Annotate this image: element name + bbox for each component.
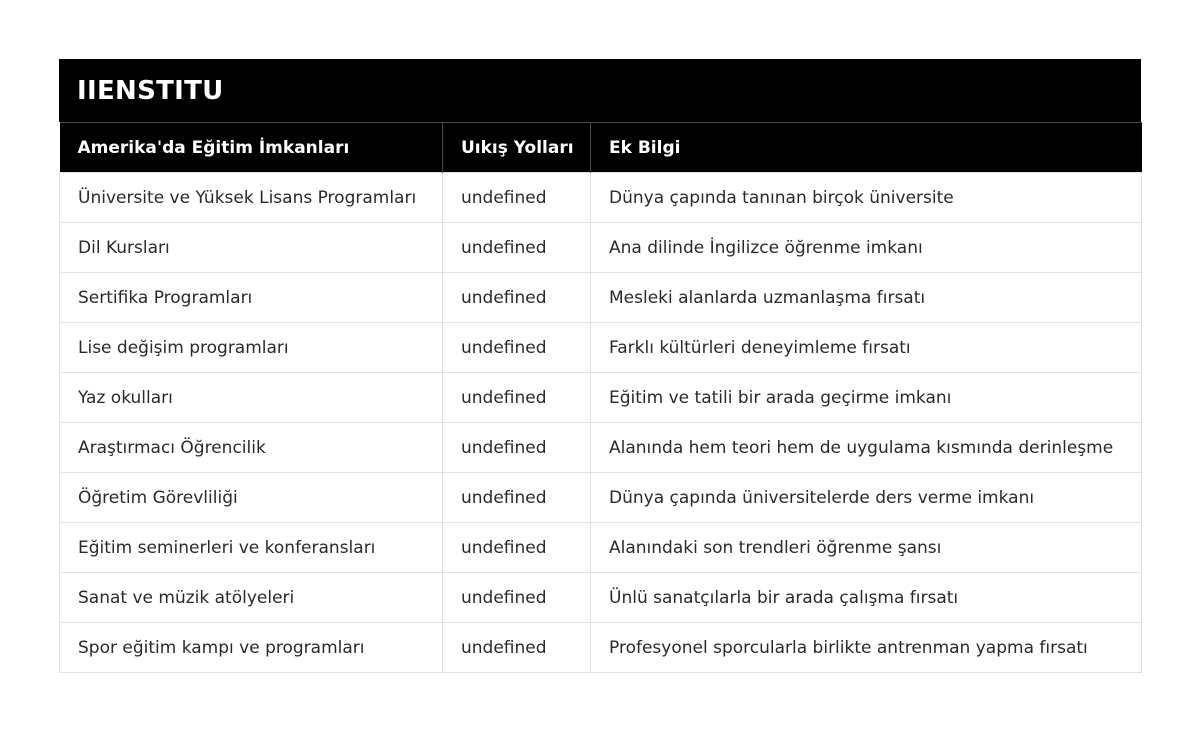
brand-title: IIENSTITU: [77, 75, 224, 106]
cell-extra-info: Mesleki alanlarda uzmanlaşma fırsatı: [591, 273, 1142, 323]
cell-extra-info: Ana dilinde İngilizce öğrenme imkanı: [591, 223, 1142, 273]
cell-extra-info: Eğitim ve tatili bir arada geçirme imkanı: [591, 373, 1142, 423]
cell-opportunity: Sertifika Programları: [60, 273, 443, 323]
brand-header: [59, 59, 1141, 122]
table-row: [60, 423, 1142, 473]
table-row: [60, 473, 1142, 523]
cell-path: undefined: [443, 273, 591, 323]
cell-opportunity: Lise değişim programları: [60, 323, 443, 373]
cell-path: undefined: [443, 223, 591, 273]
cell-extra-info: Ünlü sanatçılarla bir arada çalışma fırsatı: [591, 573, 1142, 623]
table-row: [60, 523, 1142, 573]
table-row: [60, 273, 1142, 323]
cell-extra-info: Alanında hem teori hem de uygulama kısmında derinleşme: [591, 423, 1142, 473]
cell-path: undefined: [443, 473, 591, 523]
cell-extra-info: Farklı kültürleri deneyimleme fırsatı: [591, 323, 1142, 373]
cell-opportunity: Spor eğitim kampı ve programları: [60, 623, 443, 673]
cell-path: undefined: [443, 323, 591, 373]
cell-extra-info: Profesyonel sporcularla birlikte antrenman yapma fırsatı: [591, 623, 1142, 673]
table-row: [60, 323, 1142, 373]
cell-path: undefined: [443, 523, 591, 573]
cell-opportunity: Sanat ve müzik atölyeleri: [60, 573, 443, 623]
table-header-row: [60, 123, 1142, 173]
cell-extra-info: Dünya çapında üniversitelerde ders verme imkanı: [591, 473, 1142, 523]
cell-extra-info: Dünya çapında tanınan birçok üniversite: [591, 173, 1142, 223]
cell-opportunity: Araştırmacı Öğrencilik: [60, 423, 443, 473]
cell-opportunity: Yaz okulları: [60, 373, 443, 423]
cell-path: undefined: [443, 173, 591, 223]
cell-opportunity: Dil Kursları: [60, 223, 443, 273]
cell-path: undefined: [443, 423, 591, 473]
column-header-extra-info: Ek Bilgi: [591, 123, 1142, 173]
cell-extra-info: Alanındaki son trendleri öğrenme şansı: [591, 523, 1142, 573]
cell-opportunity: Öğretim Görevliliği: [60, 473, 443, 523]
cell-opportunity: Üniversite ve Yüksek Lisans Programları: [60, 173, 443, 223]
table-row: [60, 623, 1142, 673]
table-row: [60, 373, 1142, 423]
cell-path: undefined: [443, 623, 591, 673]
column-header-paths: Uıkış Yolları: [443, 123, 591, 173]
table-row: [60, 223, 1142, 273]
cell-opportunity: Eğitim seminerleri ve konferansları: [60, 523, 443, 573]
column-header-opportunities: Amerika'da Eğitim İmkanları: [60, 123, 443, 173]
cell-path: undefined: [443, 573, 591, 623]
cell-path: undefined: [443, 373, 591, 423]
education-table: [59, 122, 1142, 673]
table-row: [60, 173, 1142, 223]
table-row: [60, 573, 1142, 623]
data-table-card: [59, 59, 1141, 673]
